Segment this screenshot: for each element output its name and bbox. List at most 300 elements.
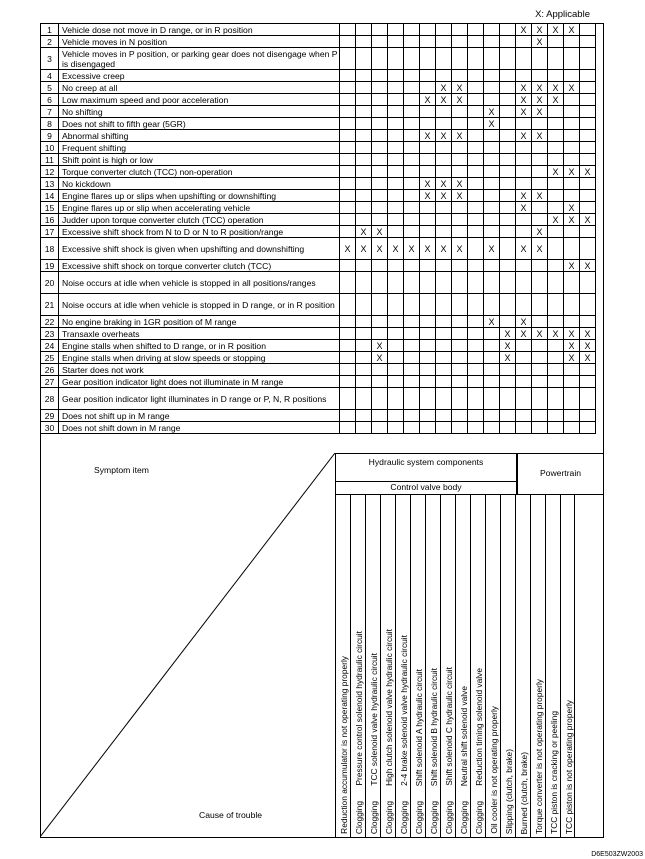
matrix-cell (500, 106, 516, 118)
matrix-cell (388, 166, 404, 178)
matrix-cell (436, 328, 452, 340)
applicable-mark: X (564, 202, 580, 214)
matrix-cell (420, 388, 436, 410)
matrix-cell (516, 294, 532, 316)
matrix-cell (484, 352, 500, 364)
matrix-cell (340, 388, 356, 410)
matrix-cell (516, 154, 532, 166)
matrix-cell (532, 118, 548, 130)
cause-column-label (384, 629, 394, 786)
matrix-cell (516, 214, 532, 226)
matrix-cell (500, 316, 516, 328)
matrix-cell (452, 260, 468, 272)
matrix-cell (580, 238, 596, 260)
applicable-mark: X (532, 226, 548, 238)
matrix-cell (356, 82, 372, 94)
applicable-mark: X (372, 226, 388, 238)
cause-column (560, 495, 575, 838)
applicable-mark: X (500, 328, 516, 340)
matrix-cell (436, 154, 452, 166)
matrix-cell (372, 328, 388, 340)
cause-part: TCC piston is cracking or peeling (549, 711, 559, 834)
table-row (41, 94, 596, 106)
matrix-cell (484, 130, 500, 142)
matrix-cell (468, 410, 484, 422)
matrix-cell (564, 294, 580, 316)
matrix-cell (340, 154, 356, 166)
matrix-cell (420, 328, 436, 340)
matrix-cell (484, 94, 500, 106)
matrix-cell (516, 388, 532, 410)
matrix-cell (452, 340, 468, 352)
matrix-cell (404, 328, 420, 340)
matrix-cell (484, 226, 500, 238)
matrix-cell (468, 226, 484, 238)
matrix-cell (356, 294, 372, 316)
cause-column-label (459, 686, 469, 786)
matrix-cell (468, 24, 484, 36)
cause-fault: Clogging (414, 800, 424, 834)
matrix-cell (388, 272, 404, 294)
matrix-cell (468, 154, 484, 166)
matrix-cell (468, 388, 484, 410)
cause-part: Neutral shift solenoid valve (459, 685, 469, 786)
matrix-cell (580, 154, 596, 166)
matrix-cell (516, 340, 532, 352)
figure-code: D6E503ZW2003 (591, 851, 643, 858)
matrix-cell (532, 214, 548, 226)
applicable-mark: X (484, 316, 500, 328)
symptom-text: Transaxle overheats (59, 328, 340, 340)
symptom-matrix (40, 23, 596, 434)
matrix-cell (564, 178, 580, 190)
matrix-cell (580, 190, 596, 202)
applicable-mark: X (516, 94, 532, 106)
matrix-cell (548, 388, 564, 410)
symptom-text: Engine stalls when shifted to D range, or in R position (59, 340, 340, 352)
matrix-cell (388, 202, 404, 214)
matrix-cell (580, 316, 596, 328)
cause-part: Shift solenoid B hydraulic circuit (429, 667, 439, 786)
matrix-cell (532, 272, 548, 294)
matrix-cell (484, 70, 500, 82)
matrix-cell (404, 24, 420, 36)
cause-fault: Clogging (384, 800, 394, 834)
applicable-mark: X (564, 328, 580, 340)
row-number: 12 (41, 166, 59, 178)
applicable-mark: X (452, 238, 468, 260)
matrix-cell (372, 388, 388, 410)
matrix-cell (340, 294, 356, 316)
matrix-cell (564, 376, 580, 388)
matrix-cell (500, 238, 516, 260)
applicable-mark: X (420, 130, 436, 142)
cause-fault: Clogging (459, 800, 469, 834)
row-number: 25 (41, 352, 59, 364)
matrix-cell (388, 106, 404, 118)
matrix-cell (404, 166, 420, 178)
matrix-cell (548, 340, 564, 352)
cause-fault-wrap (459, 801, 469, 834)
matrix-cell (356, 106, 372, 118)
matrix-cell (500, 94, 516, 106)
row-number: 15 (41, 202, 59, 214)
matrix-cell (420, 294, 436, 316)
matrix-cell (340, 272, 356, 294)
applicable-mark: X (436, 130, 452, 142)
matrix-cell (340, 36, 356, 48)
matrix-cell (500, 202, 516, 214)
cause-column-label (414, 669, 424, 786)
matrix-cell (516, 166, 532, 178)
symptom-text: Starter does not work (59, 364, 340, 376)
cause-part: High clutch solenoid valve hydraulic circuit (384, 629, 394, 786)
matrix-cell (452, 106, 468, 118)
matrix-cell (372, 48, 388, 70)
matrix-cell (388, 36, 404, 48)
applicable-mark: X (516, 82, 532, 94)
matrix-cell (356, 142, 372, 154)
matrix-cell (372, 130, 388, 142)
applicable-mark: X (452, 94, 468, 106)
cause-of-trouble-label: Cause of trouble (199, 810, 263, 820)
matrix-cell (516, 142, 532, 154)
matrix-cell (404, 214, 420, 226)
matrix-cell (404, 410, 420, 422)
matrix-cell (500, 130, 516, 142)
applicable-mark: X (548, 94, 564, 106)
matrix-cell (372, 178, 388, 190)
matrix-cell (340, 130, 356, 142)
matrix-cell (388, 422, 404, 434)
matrix-cell (404, 154, 420, 166)
matrix-cell (564, 388, 580, 410)
matrix-cell (516, 48, 532, 70)
matrix-cell (340, 422, 356, 434)
matrix-cell (372, 82, 388, 94)
table-row (41, 388, 596, 410)
symptom-text: Engine flares up or slips when upshifting or downshifting (59, 190, 340, 202)
applicable-mark: X (356, 238, 372, 260)
matrix-cell (356, 340, 372, 352)
matrix-cell (564, 190, 580, 202)
row-number: 18 (41, 238, 59, 260)
cause-part: Burned (clutch, brake) (519, 751, 529, 834)
control-valve-header: Control valve body (335, 481, 517, 495)
matrix-cell (484, 154, 500, 166)
matrix-cell (516, 376, 532, 388)
matrix-cell (356, 48, 372, 70)
matrix-cell (356, 36, 372, 48)
matrix-cell (500, 260, 516, 272)
matrix-cell (404, 94, 420, 106)
symptom-text: Judder upon torque converter clutch (TCC) operation (59, 214, 340, 226)
symptom-text: Excessive creep (59, 70, 340, 82)
cause-column (365, 495, 380, 838)
matrix-cell (356, 154, 372, 166)
applicable-mark: X (516, 130, 532, 142)
applicable-mark: X (420, 238, 436, 260)
table-row (41, 202, 596, 214)
cause-column (410, 495, 425, 838)
matrix-cell (564, 272, 580, 294)
row-number: 21 (41, 294, 59, 316)
matrix-cell (484, 82, 500, 94)
matrix-cell (372, 410, 388, 422)
matrix-cell (436, 166, 452, 178)
matrix-cell (436, 142, 452, 154)
matrix-cell (404, 106, 420, 118)
row-number: 20 (41, 272, 59, 294)
matrix-cell (580, 422, 596, 434)
matrix-cell (532, 142, 548, 154)
cause-part: Oil cooler is not operating properly (489, 706, 499, 834)
matrix-cell (452, 328, 468, 340)
matrix-cell (340, 24, 356, 36)
cause-fault-wrap (474, 801, 484, 834)
matrix-cell (340, 118, 356, 130)
row-number: 23 (41, 328, 59, 340)
matrix-cell (356, 388, 372, 410)
matrix-cell (356, 166, 372, 178)
cause-part: TCC piston is not operating properly (564, 699, 574, 834)
matrix-cell (548, 422, 564, 434)
matrix-cell (468, 364, 484, 376)
matrix-cell (548, 118, 564, 130)
row-number: 27 (41, 376, 59, 388)
matrix-cell (340, 214, 356, 226)
matrix-cell (500, 142, 516, 154)
matrix-cell (564, 70, 580, 82)
matrix-cell (484, 422, 500, 434)
matrix-cell (580, 294, 596, 316)
matrix-cell (500, 226, 516, 238)
applicable-mark: X (580, 214, 596, 226)
matrix-cell (452, 166, 468, 178)
matrix-cell (580, 82, 596, 94)
applicable-mark: X (532, 190, 548, 202)
matrix-cell (580, 226, 596, 238)
matrix-cell (372, 106, 388, 118)
cause-column-label (519, 752, 529, 834)
applicable-mark: X (516, 24, 532, 36)
applicable-mark: X (420, 190, 436, 202)
matrix-cell (516, 422, 532, 434)
symptom-text: Frequent shifting (59, 142, 340, 154)
matrix-cell (468, 178, 484, 190)
matrix-cell (404, 272, 420, 294)
cause-part: Torque converter is not operating properly (534, 678, 544, 834)
symptom-text: No creep at all (59, 82, 340, 94)
matrix-cell (340, 106, 356, 118)
matrix-cell (516, 352, 532, 364)
matrix-cell (532, 410, 548, 422)
applicable-mark: X (452, 130, 468, 142)
matrix-cell (532, 352, 548, 364)
matrix-cell (372, 142, 388, 154)
cause-column-label (534, 679, 544, 834)
matrix-cell (436, 226, 452, 238)
cause-column (350, 495, 365, 838)
matrix-cell (500, 376, 516, 388)
matrix-cell (340, 328, 356, 340)
matrix-cell (388, 178, 404, 190)
matrix-cell (532, 376, 548, 388)
matrix-cell (372, 202, 388, 214)
symptom-text: No shifting (59, 106, 340, 118)
header-area (40, 453, 604, 838)
applicable-mark: X (500, 352, 516, 364)
symptom-text: No kickdown (59, 178, 340, 190)
matrix-cell (564, 226, 580, 238)
row-number: 8 (41, 118, 59, 130)
matrix-cell (452, 202, 468, 214)
row-number: 1 (41, 24, 59, 36)
applicable-mark: X (516, 190, 532, 202)
matrix-cell (484, 36, 500, 48)
matrix-cell (484, 178, 500, 190)
row-number: 6 (41, 94, 59, 106)
matrix-cell (548, 142, 564, 154)
matrix-cell (452, 70, 468, 82)
cause-fault: Clogging (474, 800, 484, 834)
matrix-cell (580, 142, 596, 154)
table-row (41, 178, 596, 190)
matrix-cell (548, 178, 564, 190)
applicable-mark: X (420, 94, 436, 106)
matrix-cell (500, 294, 516, 316)
matrix-cell (356, 214, 372, 226)
matrix-cell (372, 294, 388, 316)
matrix-cell (340, 226, 356, 238)
table-row (41, 226, 596, 238)
table-row (41, 154, 596, 166)
cause-column-label (354, 631, 364, 786)
applicable-mark: X (452, 178, 468, 190)
row-number: 7 (41, 106, 59, 118)
matrix-cell (452, 48, 468, 70)
matrix-cell (452, 142, 468, 154)
table-row (41, 118, 596, 130)
symptom-text: Vehicle moves in N position (59, 36, 340, 48)
applicable-mark: X (532, 328, 548, 340)
matrix-cell (564, 422, 580, 434)
matrix-cell (372, 24, 388, 36)
matrix-cell (356, 316, 372, 328)
matrix-cell (404, 202, 420, 214)
matrix-cell (420, 410, 436, 422)
row-number: 16 (41, 214, 59, 226)
cause-fault: Clogging (354, 800, 364, 834)
matrix-cell (404, 226, 420, 238)
matrix-cell (468, 316, 484, 328)
matrix-cell (372, 154, 388, 166)
matrix-cell (516, 272, 532, 294)
matrix-cell (388, 190, 404, 202)
cause-column (335, 495, 350, 838)
matrix-cell (580, 202, 596, 214)
applicable-mark: X (404, 238, 420, 260)
matrix-cell (388, 388, 404, 410)
cause-column (380, 495, 395, 838)
cause-column-label (564, 700, 574, 834)
matrix-cell (548, 260, 564, 272)
row-number: 10 (41, 142, 59, 154)
symptom-text: Does not shift to fifth gear (5GR) (59, 118, 340, 130)
matrix-cell (468, 190, 484, 202)
table-row (41, 410, 596, 422)
matrix-cell (580, 106, 596, 118)
matrix-cell (580, 410, 596, 422)
cause-fault-wrap (414, 801, 424, 834)
matrix-cell (500, 70, 516, 82)
matrix-cell (420, 272, 436, 294)
matrix-cell (548, 154, 564, 166)
matrix-cell (404, 190, 420, 202)
matrix-cell (356, 130, 372, 142)
matrix-cell (404, 36, 420, 48)
applicable-mark: X (484, 238, 500, 260)
matrix-cell (484, 260, 500, 272)
symptom-text: No engine braking in 1GR position of M range (59, 316, 340, 328)
table-row (41, 260, 596, 272)
matrix-cell (516, 260, 532, 272)
matrix-cell (420, 142, 436, 154)
matrix-cell (452, 214, 468, 226)
applicable-mark: X (436, 190, 452, 202)
row-number: 3 (41, 48, 59, 70)
matrix-cell (532, 388, 548, 410)
table-row (41, 294, 596, 316)
table-row (41, 422, 596, 434)
symptom-text: Does not shift down in M range (59, 422, 340, 434)
cause-column (500, 495, 515, 838)
symptom-text: Vehicle dose not move in D range, or in R position (59, 24, 340, 36)
matrix-cell (436, 364, 452, 376)
table-row (41, 214, 596, 226)
hydraulic-group-header: Hydraulic system components (335, 453, 517, 481)
applicable-mark: X (484, 118, 500, 130)
matrix-cell (420, 82, 436, 94)
cause-column-label (339, 656, 349, 834)
matrix-cell (340, 70, 356, 82)
matrix-cell (484, 410, 500, 422)
matrix-cell (356, 190, 372, 202)
matrix-cell (436, 410, 452, 422)
cause-column (485, 495, 500, 838)
matrix-cell (388, 94, 404, 106)
matrix-cell (372, 364, 388, 376)
matrix-cell (388, 260, 404, 272)
row-number: 30 (41, 422, 59, 434)
symptom-text: Excessive shift shock is given when upshifting and downshifting (59, 238, 340, 260)
matrix-cell (404, 70, 420, 82)
row-number: 19 (41, 260, 59, 272)
applicable-mark: X (340, 238, 356, 260)
matrix-cell (580, 94, 596, 106)
cause-column (440, 495, 455, 838)
matrix-cell (532, 340, 548, 352)
matrix-cell (468, 36, 484, 48)
cause-part: Reduction accumulator is not operating properly (339, 656, 349, 834)
matrix-cell (548, 272, 564, 294)
matrix-cell (388, 316, 404, 328)
matrix-cell (372, 94, 388, 106)
matrix-cell (404, 178, 420, 190)
table-row (41, 130, 596, 142)
matrix-cell (564, 36, 580, 48)
matrix-cell (452, 316, 468, 328)
